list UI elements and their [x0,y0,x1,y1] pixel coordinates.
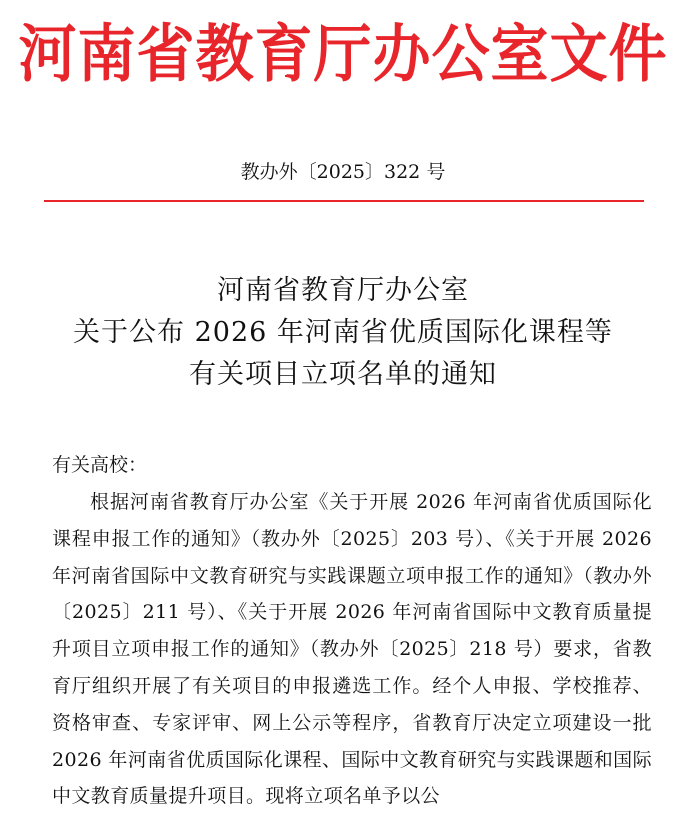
salutation: 有关高校： [52,454,148,476]
notice-title-line-3: 有关项目立项名单的通知 [189,359,497,390]
body-paragraph: 根据河南省教育厅办公室《关于开展 2026 年河南省优质国际化课程申报工作的通知》（教办外〔2025〕203 号）、《关于开展 2026 年河南省国际中文教育研究与实践课题立项申报工作的通知》（教办外〔2025〕211 号）、《关于开展 2026 年河南省国际中文教育质量提升项目立项申报工作的通知》（教办外〔2025〕218 号）要求，省教育厅组织开展了有关项目的申报遴选工作。经个人申报、学校推荐、资格审查、专家评审、网上公示等程序，省教育厅决定立项建设一批 2026 年河南省优质国际化课程、国际中文教育研究与实践课题和国际中文教育质量提升项目。现将立项名单予以公 [52,491,652,808]
notice-title [0,270,686,396]
red-divider-line [44,200,644,202]
notice-title-line-2: 关于公布 2026 年河南省优质国际化课程等 [73,317,613,348]
notice-title-line-1: 河南省教育厅办公室 [217,275,469,306]
document-number: 教办外〔2025〕322 号 [240,161,446,183]
issuer-header-title: 河南省教育厅办公室文件 [18,17,668,91]
